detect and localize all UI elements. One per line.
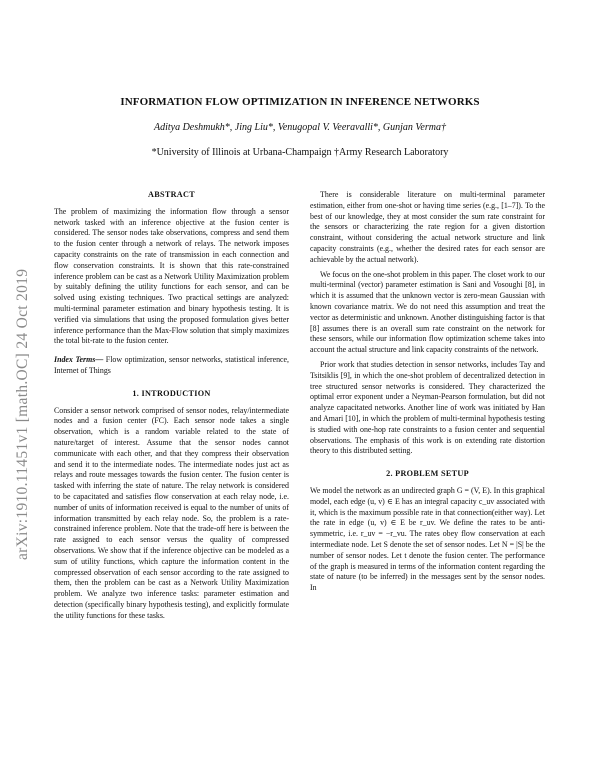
- paper-title: INFORMATION FLOW OPTIMIZATION IN INFERENCE NETWORKS: [120, 96, 480, 108]
- right-column: [310, 190, 545, 598]
- intro-paragraph-1: Consider a sensor network comprised of sensor nodes, relay/intermediate nodes and a fusion center (FC). Each sensor node takes a single observation, which is a random variable related to the state of nature/target of interest. Assume that the sensor nodes cannot communicate with each other, and that they compress their observation and send it to the intermediate nodes. The intermediate nodes just act as relays and route messages towards the fusion center. The fusion center is tasked with inferring the state of nature. The relay network is considered to be capacitated and satisfies flow conservation at each relay node, i.e. number of units of information received is equal to the number of units of information transmitted by each relay node. So, the problem is a rate-constrained inference problem. Note that the trade-off here is between the rate assigned to each sensor versus the quality of compressed observations. We show that if the inference objective can be modeled as a sum of utility functions, which capture the information content in the compressed observation of each sensor according to the rate assigned to them, then the problem can be cast as a Network Utility Maximization problem. We analyze two inference tasks: parameter estimation and detection (specifically binary hypothesis testing), and explicitly formulate the utility functions for these tasks.: [54, 405, 289, 620]
- intro-paragraph-4: Prior work that studies detection in sensor networks, includes Tay and Tsitsiklis [9], in which the one-shot problem of decentralized detection in tree structured sensor networks is considered. They characterized the optimal error exponent under a Neyman-Pearson formulation, but did not analyze capacitated networks. Another line of work was initiated by Han and Amari [10], in which the problem of multi-terminal hypothesis testing is studied with one-hop rate constraints to a fusion center and sequential observations. The emphasis of this work is on extending rate distortion theory to this distributed setting.: [310, 359, 545, 456]
- abstract-heading: ABSTRACT: [148, 190, 195, 199]
- left-column: [54, 190, 289, 625]
- index-terms-text: Flow optimization, sensor networks, statistical inference, Internet of Things: [54, 355, 290, 375]
- intro-paragraph-3: We focus on the one-shot problem in this paper. The closet work to our multi-terminal (vector) parameter estimation is Sani and Vosoughi [8], in which it is assumed that the unknown vector is zero-mean Gaussian with known covariance matrix. We do not need this assumption and treat the vector as deterministic and unknown. Another distinguishing factor is that [8] assumes there is an overall sum rate constraint on the network for these sensors, while our information flow optimization scheme takes into account the actual structure and link capacity constraints of the network.: [310, 269, 545, 355]
- setup-paragraph-1: We model the network as an undirected graph G = (V, E). In this graphical model, each edge (u, v) ∈ E has an integral capacity c_uv associated with it, which is the maximum possible rate in that connection(either way). Let the rate in edge (u, v) ∈ E be r_uv. We define the rates to be anti-symmetric, i.e. r_uv = −r_vu. The rates obey flow conservation at each intermediate node. Let S denote the set of sensor nodes. Let N = |S| be the number of sensor nodes. Let t denote the fusion center. The performance of the graph is measured in terms of the information content regarding the state of nature (to be inferred) in the messages sent by the sensor nodes. In: [310, 485, 545, 593]
- setup-heading: 2. PROBLEM SETUP: [386, 469, 469, 479]
- arxiv-stamp: arXiv:1910.11451v1 [math.OC] 24 Oct 2019: [14, 268, 31, 560]
- intro-paragraph-2: There is considerable literature on multi-terminal parameter estimation, either from one-shot or having time series (e.g., [1–7]). To the best of our knowledge, they at most consider the sum rate constraint for the sensors or characterizing the rate region for a given distortion constraint, without considering the actual network structure and link capacity constraints (e.g., whether the desired rates for each sensor are achievable by the actual network).: [310, 190, 545, 264]
- intro-heading: 1. INTRODUCTION: [132, 388, 211, 398]
- index-terms: [54, 355, 289, 377]
- author-list: Aditya Deshmukh*, Jing Liu*, Venugopal V. Veeravalli*, Gunjan Verma†: [153, 122, 446, 133]
- index-terms-label: Index Terms—: [54, 355, 104, 365]
- affiliations: *University of Illinois at Urbana-Champaign †Army Research Laboratory: [151, 147, 449, 158]
- abstract-text: The problem of maximizing the information flow through a sensor network tasked with an inference objective at the fusion center is considered. The sensor nodes take observations, compress and send them to the fusion center through a network of relays. The network imposes capacity constraints on the rate of transmission in each connection and flow conservation constraints. It is shown that this rate-constrained inference problem can be cast as a Network Utility Maximization problem by suitably defining the utility functions for each sensor, and can be solved using existing techniques. Two practical settings are analyzed: multi-terminal parameter estimation and binary hypothesis testing. It is verified via simulations that using the proposed formulation gives better inference performance than the Max-Flow solution that simply maximizes the total bit-rate to the fusion center.: [54, 206, 289, 346]
